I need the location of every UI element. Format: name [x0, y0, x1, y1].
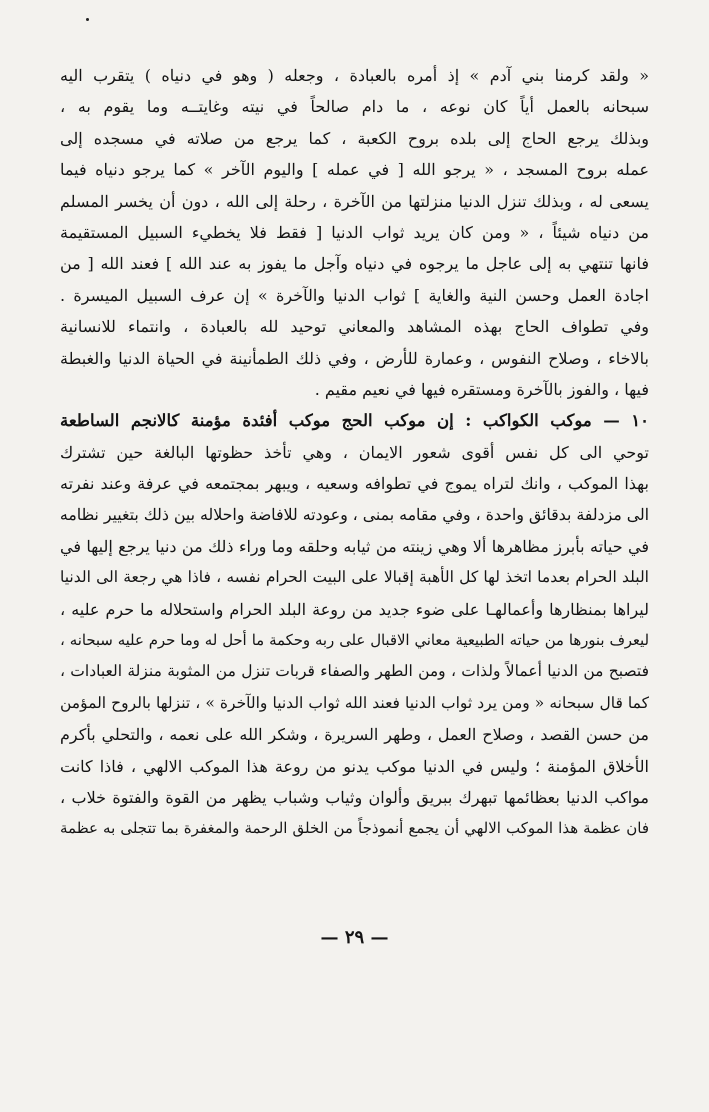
text-line: توحي الى كل نفس أقوى شعور الايمان ، وهي تأخذ حظوتها البالغة حين تشترك [60, 442, 649, 462]
text-line: وفي تطواف الحاج بهذه المشاهد والمعاني توحيد لله بالعبادة ، وانتماء للانسانية [60, 317, 649, 337]
text-line: سبحانه بالعمل أياً كان نوعه ، ما دام صالحاً في نيته وغايتــه وما يقوم به ، [60, 97, 649, 117]
section-heading-line: ١٠ — موكب الكواكب : إن موكب الحج موكب أفئدة مؤمنة كالانجم الساطعة [60, 411, 649, 431]
text-line: من حسن القصد ، وصلاح العمل ، وطهر السريرة ، وشكر الله على نعمه ، والتحلي بأكرم [60, 725, 649, 745]
text-line: بالاخاء ، وصلاح النفوس ، وعمارة للأرض ، وفي ذلك الطمأنينة في الحياة الدنيا والغبطة [60, 348, 649, 368]
text-line: مواكب الدنيا بعظائمها تبهرك ببريق وألوان وثياب وشباب يظهر من القوة والفتوة خلاب ، [60, 787, 649, 807]
text-line: بهذا الموكب ، وانك لتراه يموج في تطوافه وسعيه ، ويبهر بمجتمعه في عرفة وعند نفرته [60, 474, 649, 494]
text-line: البلد الحرام بعدما اتخذ لها كل الأهبة إقبالا على البيت الحرام نفسه ، فاذا هي رجعة الى الدنيا [60, 568, 649, 587]
text-line: ليعرف بنورها من حياته الطبيعية معاني الاقبال على ربه وحكمة ما أحل له وما حرم عليه سبحانه ، [60, 632, 649, 650]
body-text [60, 60, 649, 845]
text-line: فتصبح من الدنيا أعمالاً ولذات ، ومن الطهر والصفاء قربات تنزل من المثوبة منزلة العبادات ، [60, 662, 649, 681]
text-line: وبذلك يرجع الحاج إلى بلده بروح الكعبة ، كما يرجع من صلاته في مسجده إلى [60, 128, 649, 148]
ink-speck [86, 18, 89, 21]
text-line: فان عظمة هذا الموكب الالهي أن يجمع أنموذجاً من الخلق الرحمة والمغفرة بما تتجلى به عظمة [60, 819, 649, 838]
text-line: اجادة العمل وحسن النية والغاية ] ثواب الدنيا والآخرة » إن عرف السبيل الميسرة . [60, 285, 649, 305]
text-line: كما قال سبحانه « ومن يرد ثواب الدنيا فعند الله ثواب الدنيا والآخرة » ، تنزلها بالروح المؤمن [60, 693, 649, 712]
text-line: فانها تنتهي به إلى عاجل ما يرجوه في دنياه وآجل ما يفوز به عند الله ] فعند الله [ من [60, 254, 649, 274]
text-line: الأخلاق المؤمنة ؛ وليس في الدنيا موكب يدنو من روعة هذا الموكب الالهي ، فاذا كانت [60, 756, 649, 776]
text-line: فيها ، والفوز بالآخرة ومستقره فيها في نعيم مقيم . [314, 379, 649, 399]
text-line: الى مزدلفة بدقائق واحدة ، وفي مقامه بمنى ، وعودته للافاضة واحلاله بين ذلك بتغيير نظامه [60, 505, 649, 525]
text-line: « ولقد كرمنا بني آدم » إذ أمره بالعبادة ، وجعله ( وهو في دنياه ) يتقرب اليه [60, 66, 649, 85]
text-line: يسعى له ، وبذلك تنزل الدنيا منزلتها من الآخرة ، رحلة إلى الله ، دون أن يخسر المسلم [60, 191, 649, 211]
text-line: عمله بروح المسجد ، « يرجو الله [ في عمله ] واليوم الآخر » كما يرجو دنياه فيما [60, 160, 649, 180]
page-number: — ٢٩ — [320, 927, 389, 948]
text-line: في حياته بأبرز مظاهرها ألا وهي زينته من ثيابه وحلقه وما وراء ذلك من دنيا يرجع إليها في [60, 536, 649, 556]
text-line: ليراها بمنظارها وأعمالهـا على ضوء جديد من روعة البلد الحرام واستحلاله ما حرم عليه ، [60, 599, 649, 619]
text-line: من دنياه شيئاً ، « ومن كان يريد ثواب الدنيا [ فقط فلا يخطيء السبيل المستقيمة [60, 222, 649, 242]
